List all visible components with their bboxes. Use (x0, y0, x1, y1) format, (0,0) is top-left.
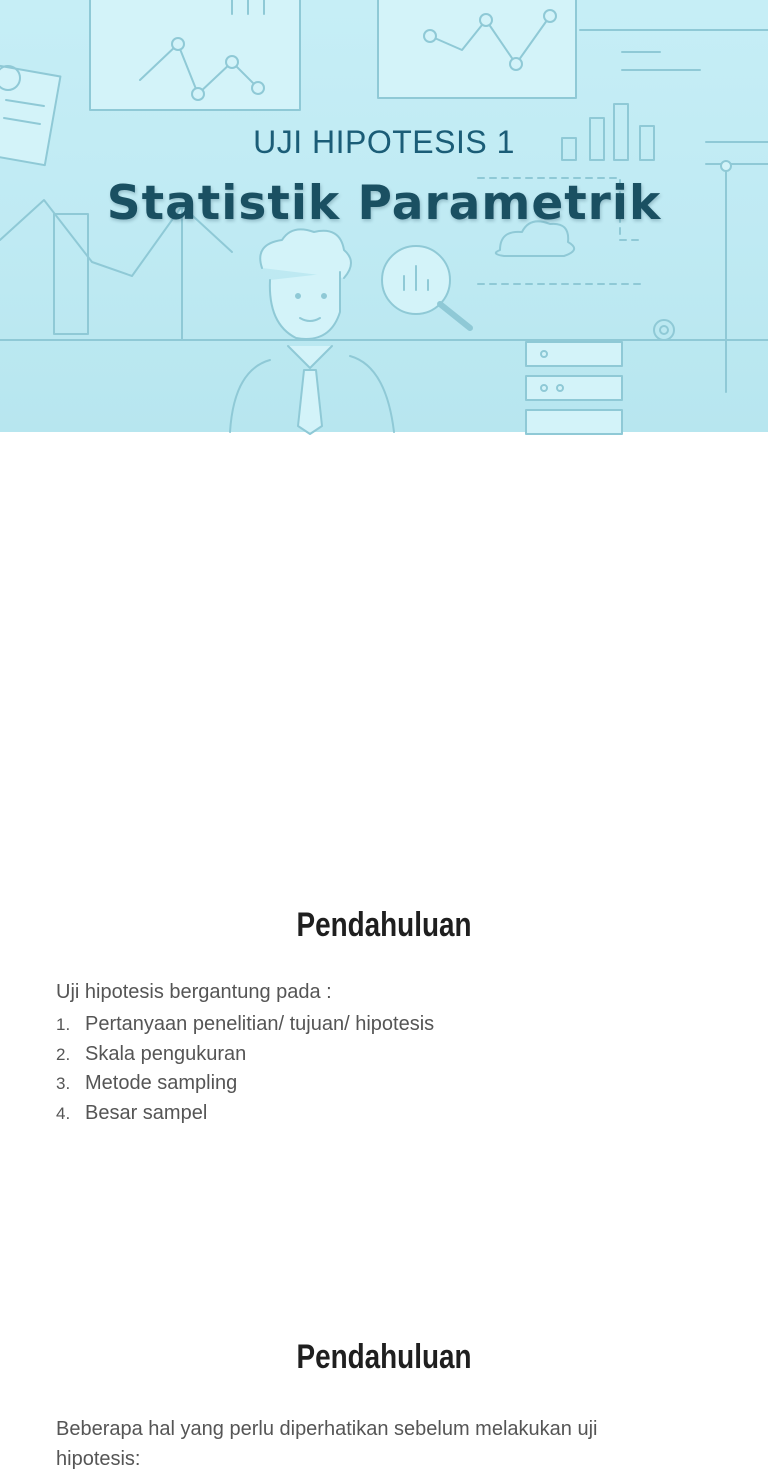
numbered-list (56, 1010, 434, 1128)
list-text: Pertanyaan penelitian/ tujuan/ hipotesis (85, 1013, 435, 1035)
list-text: Besar sampel (85, 1101, 208, 1124)
presentation-subtitle: UJI HIPOTESIS 1 (253, 124, 515, 160)
slide-body-text: Beberapa hal yang perlu diperhatikan sebelum melakukan uji hipotesis: (56, 1418, 598, 1470)
slide-intro-text: Uji hipotesis bergantung pada : (56, 981, 332, 1003)
list-number: 4. (56, 1103, 71, 1123)
gear-icon (654, 320, 674, 340)
slide-heading: Pendahuluan (296, 906, 472, 944)
person-illustration (230, 229, 394, 434)
server-icon (526, 342, 622, 434)
list-number: 2. (56, 1044, 71, 1064)
magnifier-icon (382, 246, 470, 328)
list-item (56, 1099, 434, 1129)
list-text: Metode sampling (85, 1072, 238, 1094)
list-item (56, 1040, 434, 1070)
presentation-title: Statistik Parametrik (106, 176, 662, 231)
line-chart-icon (90, 0, 300, 110)
list-item (56, 1010, 434, 1040)
title-slide (0, 0, 768, 432)
list-item (56, 1069, 434, 1099)
slide-heading: Pendahuluan (296, 1338, 472, 1376)
list-text: Skala pengukuran (85, 1042, 247, 1065)
list-number: 3. (56, 1074, 71, 1093)
list-number: 1. (56, 1015, 71, 1034)
